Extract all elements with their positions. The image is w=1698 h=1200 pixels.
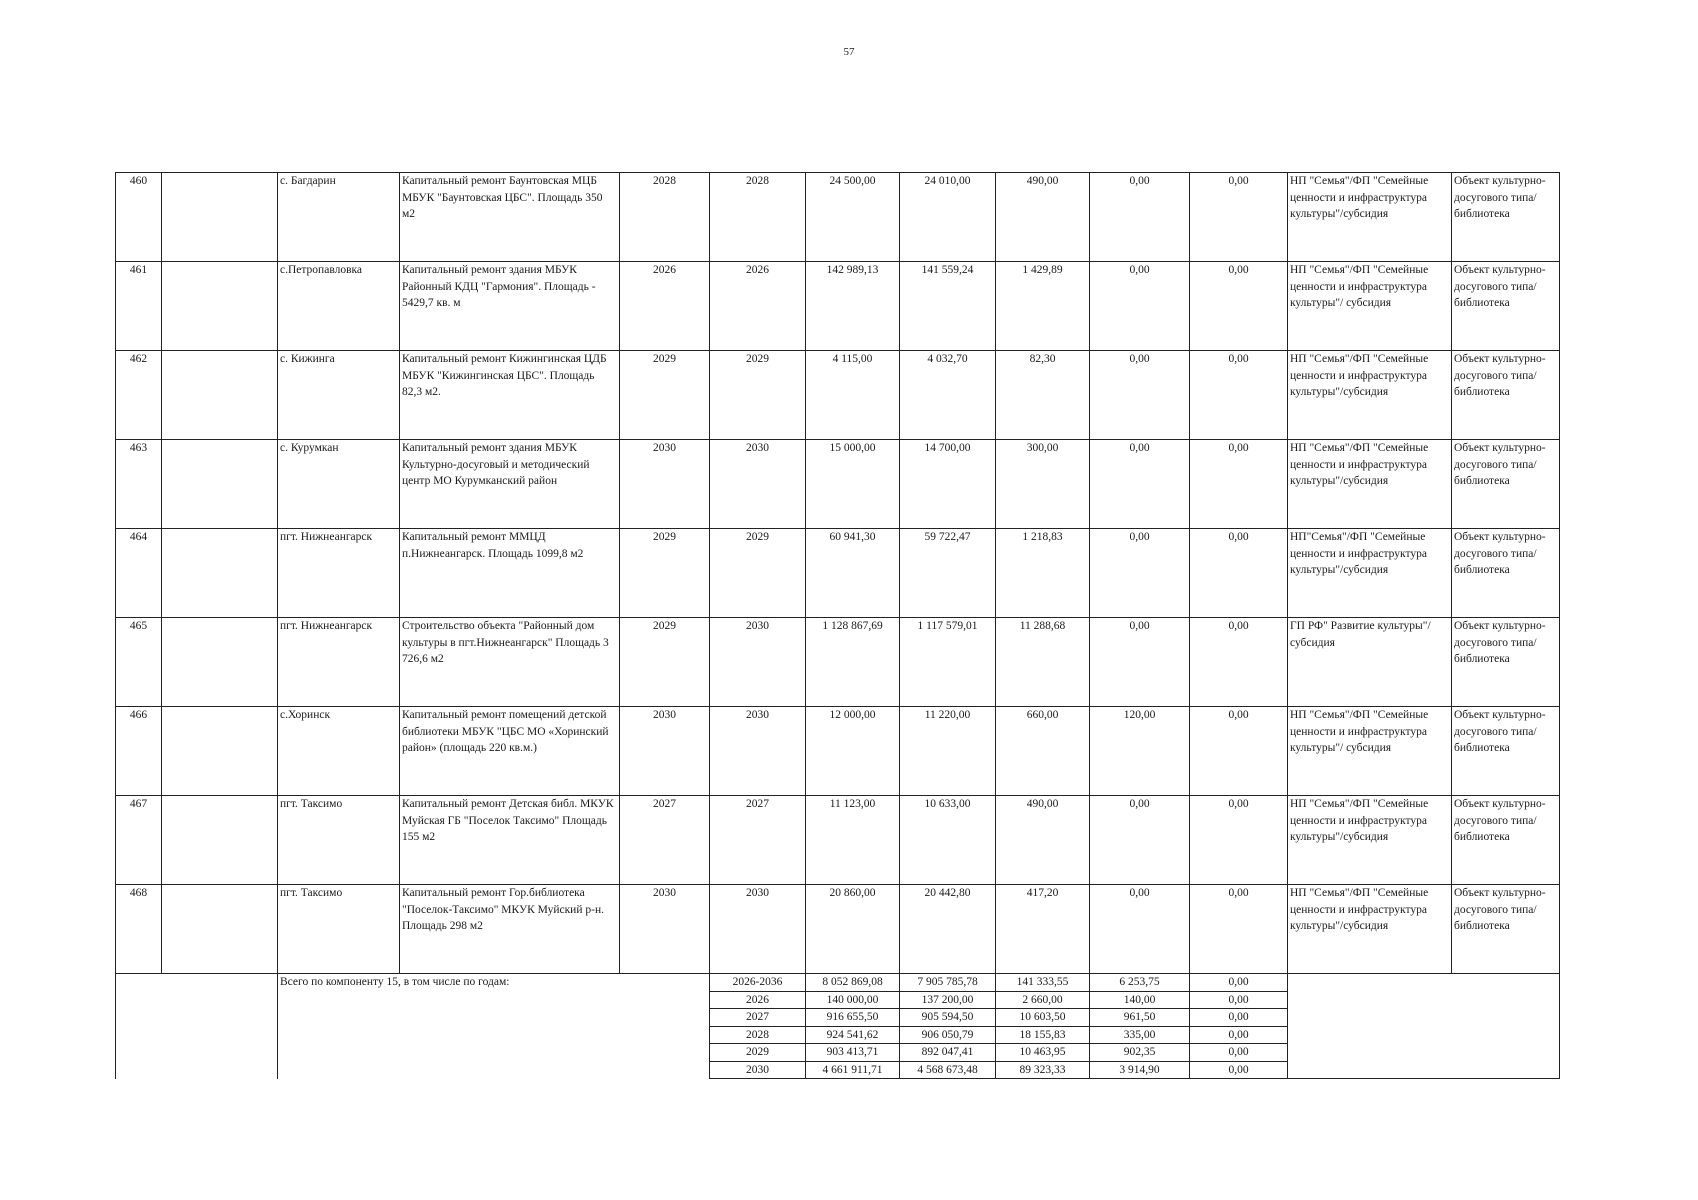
extrabudget-cell: 0,00 [1190, 796, 1288, 885]
extrabudget-cell: 0,00 [1190, 529, 1288, 618]
summary-regional: 2 660,00 [996, 991, 1090, 1009]
summary-period: 2030 [710, 1061, 806, 1079]
summary-extrabudget: 0,00 [1190, 1044, 1288, 1062]
extrabudget-cell: 0,00 [1190, 440, 1288, 529]
regional-budget-cell: 1 218,83 [996, 529, 1090, 618]
extrabudget-cell: 0,00 [1190, 707, 1288, 796]
empty-cell [162, 173, 278, 262]
summary-extrabudget: 0,00 [1190, 1026, 1288, 1044]
year-end-cell: 2030 [710, 440, 806, 529]
description-cell: Капитальный ремонт Гор.библиотека "Поселок-Таксимо" МКУК Муйский р-н. Площадь 298 м2 [400, 885, 620, 974]
program-cell: НП "Семья"/ФП "Семейные ценности и инфраструктура культуры"/ субсидия [1288, 262, 1452, 351]
summary-total: 140 000,00 [806, 991, 900, 1009]
summary-extrabudget: 0,00 [1190, 1009, 1288, 1027]
summary-municipal: 6 253,75 [1090, 974, 1190, 992]
municipal-budget-cell: 0,00 [1090, 262, 1190, 351]
municipal-budget-cell: 0,00 [1090, 618, 1190, 707]
regional-budget-cell: 11 288,68 [996, 618, 1090, 707]
municipal-budget-cell: 0,00 [1090, 351, 1190, 440]
settlement-cell: пгт. Нижнеангарск [278, 618, 400, 707]
table-row [116, 173, 1560, 262]
regional-budget-cell: 300,00 [996, 440, 1090, 529]
federal-budget-cell: 10 633,00 [900, 796, 996, 885]
year-start-cell: 2026 [620, 262, 710, 351]
federal-budget-cell: 14 700,00 [900, 440, 996, 529]
row-number: 467 [116, 796, 162, 885]
row-number: 465 [116, 618, 162, 707]
program-cell: НП "Семья"/ФП "Семейные ценности и инфраструктура культуры"/субсидия [1288, 173, 1452, 262]
object-type-cell: Объект культурно-досугового типа/библиотека [1452, 351, 1560, 440]
object-type-cell: Объект культурно-досугового типа/библиотека [1452, 262, 1560, 351]
regional-budget-cell: 490,00 [996, 796, 1090, 885]
summary-federal: 892 047,41 [900, 1044, 996, 1062]
summary-extrabudget: 0,00 [1190, 991, 1288, 1009]
summary-federal: 137 200,00 [900, 991, 996, 1009]
year-end-cell: 2028 [710, 173, 806, 262]
municipal-budget-cell: 0,00 [1090, 529, 1190, 618]
table-row [116, 796, 1560, 885]
extrabudget-cell: 0,00 [1190, 885, 1288, 974]
page-number: 57 [843, 46, 855, 58]
summary-period: 2026 [710, 991, 806, 1009]
table-row [116, 529, 1560, 618]
summary-extrabudget: 0,00 [1190, 1061, 1288, 1079]
summary-municipal: 335,00 [1090, 1026, 1190, 1044]
total-cell: 11 123,00 [806, 796, 900, 885]
description-cell: Капитальный ремонт Баунтовская МЦБ МБУК "Баунтовская ЦБС". Площадь 350 м2 [400, 173, 620, 262]
year-start-cell: 2030 [620, 885, 710, 974]
empty-cell [162, 262, 278, 351]
municipal-budget-cell: 0,00 [1090, 885, 1190, 974]
description-cell: Капитальный ремонт Детская библ. МКУК Муйская ГБ "Поселок Таксимо" Площадь 155 м2 [400, 796, 620, 885]
federal-budget-cell: 24 010,00 [900, 173, 996, 262]
regional-budget-cell: 660,00 [996, 707, 1090, 796]
description-cell: Капитальный ремонт помещений детской библиотеки МБУК "ЦБС МО «Хоринский район» (площадь 220 кв.м.) [400, 707, 620, 796]
municipal-budget-cell: 0,00 [1090, 440, 1190, 529]
federal-budget-cell: 1 117 579,01 [900, 618, 996, 707]
federal-budget-cell: 4 032,70 [900, 351, 996, 440]
description-cell: Капитальный ремонт здания МБУК Районный КДЦ "Гармония". Площадь - 5429,7 кв. м [400, 262, 620, 351]
extrabudget-cell: 0,00 [1190, 618, 1288, 707]
summary-total: 4 661 911,71 [806, 1061, 900, 1079]
settlement-cell: пгт. Таксимо [278, 885, 400, 974]
settlement-cell: с. Багдарин [278, 173, 400, 262]
summary-federal: 905 594,50 [900, 1009, 996, 1027]
year-start-cell: 2029 [620, 529, 710, 618]
total-cell: 12 000,00 [806, 707, 900, 796]
object-type-cell: Объект культурно-досугового типа/библиотека [1452, 173, 1560, 262]
total-cell: 24 500,00 [806, 173, 900, 262]
row-number: 466 [116, 707, 162, 796]
object-type-cell: Объект культурно-досугового типа/библиотека [1452, 707, 1560, 796]
year-start-cell: 2029 [620, 618, 710, 707]
summary-municipal: 140,00 [1090, 991, 1190, 1009]
row-number: 460 [116, 173, 162, 262]
total-cell: 15 000,00 [806, 440, 900, 529]
table-row [116, 618, 1560, 707]
year-end-cell: 2029 [710, 529, 806, 618]
year-end-cell: 2030 [710, 618, 806, 707]
year-end-cell: 2029 [710, 351, 806, 440]
empty-cell [162, 529, 278, 618]
summary-regional: 10 463,95 [996, 1044, 1090, 1062]
empty-cell [162, 618, 278, 707]
summary-total: 903 413,71 [806, 1044, 900, 1062]
program-cell: НП"Семья"/ФП "Семейные ценности и инфраструктура культуры"/субсидия [1288, 529, 1452, 618]
program-cell: НП "Семья"/ФП "Семейные ценности и инфраструктура культуры"/субсидия [1288, 351, 1452, 440]
summary-regional: 10 603,50 [996, 1009, 1090, 1027]
summary-period: 2027 [710, 1009, 806, 1027]
empty-cell [162, 796, 278, 885]
row-number: 462 [116, 351, 162, 440]
summary-period: 2029 [710, 1044, 806, 1062]
extrabudget-cell: 0,00 [1190, 262, 1288, 351]
settlement-cell: с. Кижинга [278, 351, 400, 440]
summary-total: 8 052 869,08 [806, 974, 900, 992]
summary-regional: 141 333,55 [996, 974, 1090, 992]
year-end-cell: 2027 [710, 796, 806, 885]
year-start-cell: 2029 [620, 351, 710, 440]
description-cell: Капитальный ремонт здания МБУК Культурно-досуговый и методический центр МО Курумканский район [400, 440, 620, 529]
investment-objects-table [115, 172, 1560, 1079]
settlement-cell: с.Хоринск [278, 707, 400, 796]
summary-federal: 906 050,79 [900, 1026, 996, 1044]
summary-federal: 4 568 673,48 [900, 1061, 996, 1079]
program-cell: НП "Семья"/ФП "Семейные ценности и инфраструктура культуры"/субсидия [1288, 796, 1452, 885]
table-body [116, 173, 1560, 1079]
regional-budget-cell: 490,00 [996, 173, 1090, 262]
description-cell: Строительство объекта "Районный дом культуры в пгт.Нижнеангарск" Площадь 3 726,6 м2 [400, 618, 620, 707]
table-row [116, 440, 1560, 529]
row-number: 468 [116, 885, 162, 974]
summary-period: 2026-2036 [710, 974, 806, 992]
extrabudget-cell: 0,00 [1190, 351, 1288, 440]
municipal-budget-cell: 0,00 [1090, 173, 1190, 262]
settlement-cell: с.Петропавловка [278, 262, 400, 351]
regional-budget-cell: 417,20 [996, 885, 1090, 974]
row-number: 464 [116, 529, 162, 618]
object-type-cell: Объект культурно-досугового типа/библиотека [1452, 440, 1560, 529]
year-end-cell: 2030 [710, 885, 806, 974]
settlement-cell: пгт. Таксимо [278, 796, 400, 885]
year-start-cell: 2030 [620, 707, 710, 796]
extrabudget-cell: 0,00 [1190, 173, 1288, 262]
regional-budget-cell: 1 429,89 [996, 262, 1090, 351]
federal-budget-cell: 59 722,47 [900, 529, 996, 618]
program-cell: НП "Семья"/ФП "Семейные ценности и инфраструктура культуры"/субсидия [1288, 440, 1452, 529]
table-row [116, 707, 1560, 796]
summary-federal: 7 905 785,78 [900, 974, 996, 992]
program-cell: НП "Семья"/ФП "Семейные ценности и инфраструктура культуры"/субсидия [1288, 885, 1452, 974]
object-type-cell: Объект культурно-досугового типа/библиотека [1452, 885, 1560, 974]
program-cell: НП "Семья"/ФП "Семейные ценности и инфраструктура культуры"/ субсидия [1288, 707, 1452, 796]
total-cell: 4 115,00 [806, 351, 900, 440]
table-row [116, 885, 1560, 974]
empty-cell [162, 440, 278, 529]
municipal-budget-cell: 0,00 [1090, 796, 1190, 885]
summary-total: 924 541,62 [806, 1026, 900, 1044]
federal-budget-cell: 141 559,24 [900, 262, 996, 351]
summary-total: 916 655,50 [806, 1009, 900, 1027]
summary-regional: 18 155,83 [996, 1026, 1090, 1044]
object-type-cell: Объект культурно-досугового типа/библиотека [1452, 618, 1560, 707]
regional-budget-cell: 82,30 [996, 351, 1090, 440]
total-cell: 20 860,00 [806, 885, 900, 974]
summary-blank-cell [116, 974, 278, 1079]
summary-row [116, 974, 1560, 992]
object-type-cell: Объект культурно-досугового типа/библиотека [1452, 529, 1560, 618]
total-cell: 142 989,13 [806, 262, 900, 351]
table-row [116, 262, 1560, 351]
year-end-cell: 2026 [710, 262, 806, 351]
row-number: 463 [116, 440, 162, 529]
settlement-cell: с. Курумкан [278, 440, 400, 529]
year-start-cell: 2027 [620, 796, 710, 885]
empty-cell [162, 885, 278, 974]
settlement-cell: пгт. Нижнеангарск [278, 529, 400, 618]
summary-municipal: 3 914,90 [1090, 1061, 1190, 1079]
summary-extrabudget: 0,00 [1190, 974, 1288, 992]
empty-cell [162, 351, 278, 440]
summary-blank-right [1288, 974, 1560, 1079]
year-start-cell: 2030 [620, 440, 710, 529]
description-cell: Капитальный ремонт ММЦД п.Нижнеангарск. Площадь 1099,8 м2 [400, 529, 620, 618]
summary-municipal: 961,50 [1090, 1009, 1190, 1027]
total-cell: 60 941,30 [806, 529, 900, 618]
federal-budget-cell: 11 220,00 [900, 707, 996, 796]
table-row [116, 351, 1560, 440]
year-end-cell: 2030 [710, 707, 806, 796]
object-type-cell: Объект культурно-досугового типа/библиотека [1452, 796, 1560, 885]
description-cell: Капитальный ремонт Кижингинская ЦДБ МБУК "Кижингинская ЦБС". Площадь 82,3 м2. [400, 351, 620, 440]
summary-municipal: 902,35 [1090, 1044, 1190, 1062]
federal-budget-cell: 20 442,80 [900, 885, 996, 974]
summary-period: 2028 [710, 1026, 806, 1044]
program-cell: ГП РФ" Развитие культуры"/субсидия [1288, 618, 1452, 707]
municipal-budget-cell: 120,00 [1090, 707, 1190, 796]
summary-regional: 89 323,33 [996, 1061, 1090, 1079]
empty-cell [162, 707, 278, 796]
summary-label: Всего по компоненту 15, в том числе по годам: [278, 974, 710, 1079]
total-cell: 1 128 867,69 [806, 618, 900, 707]
year-start-cell: 2028 [620, 173, 710, 262]
row-number: 461 [116, 262, 162, 351]
